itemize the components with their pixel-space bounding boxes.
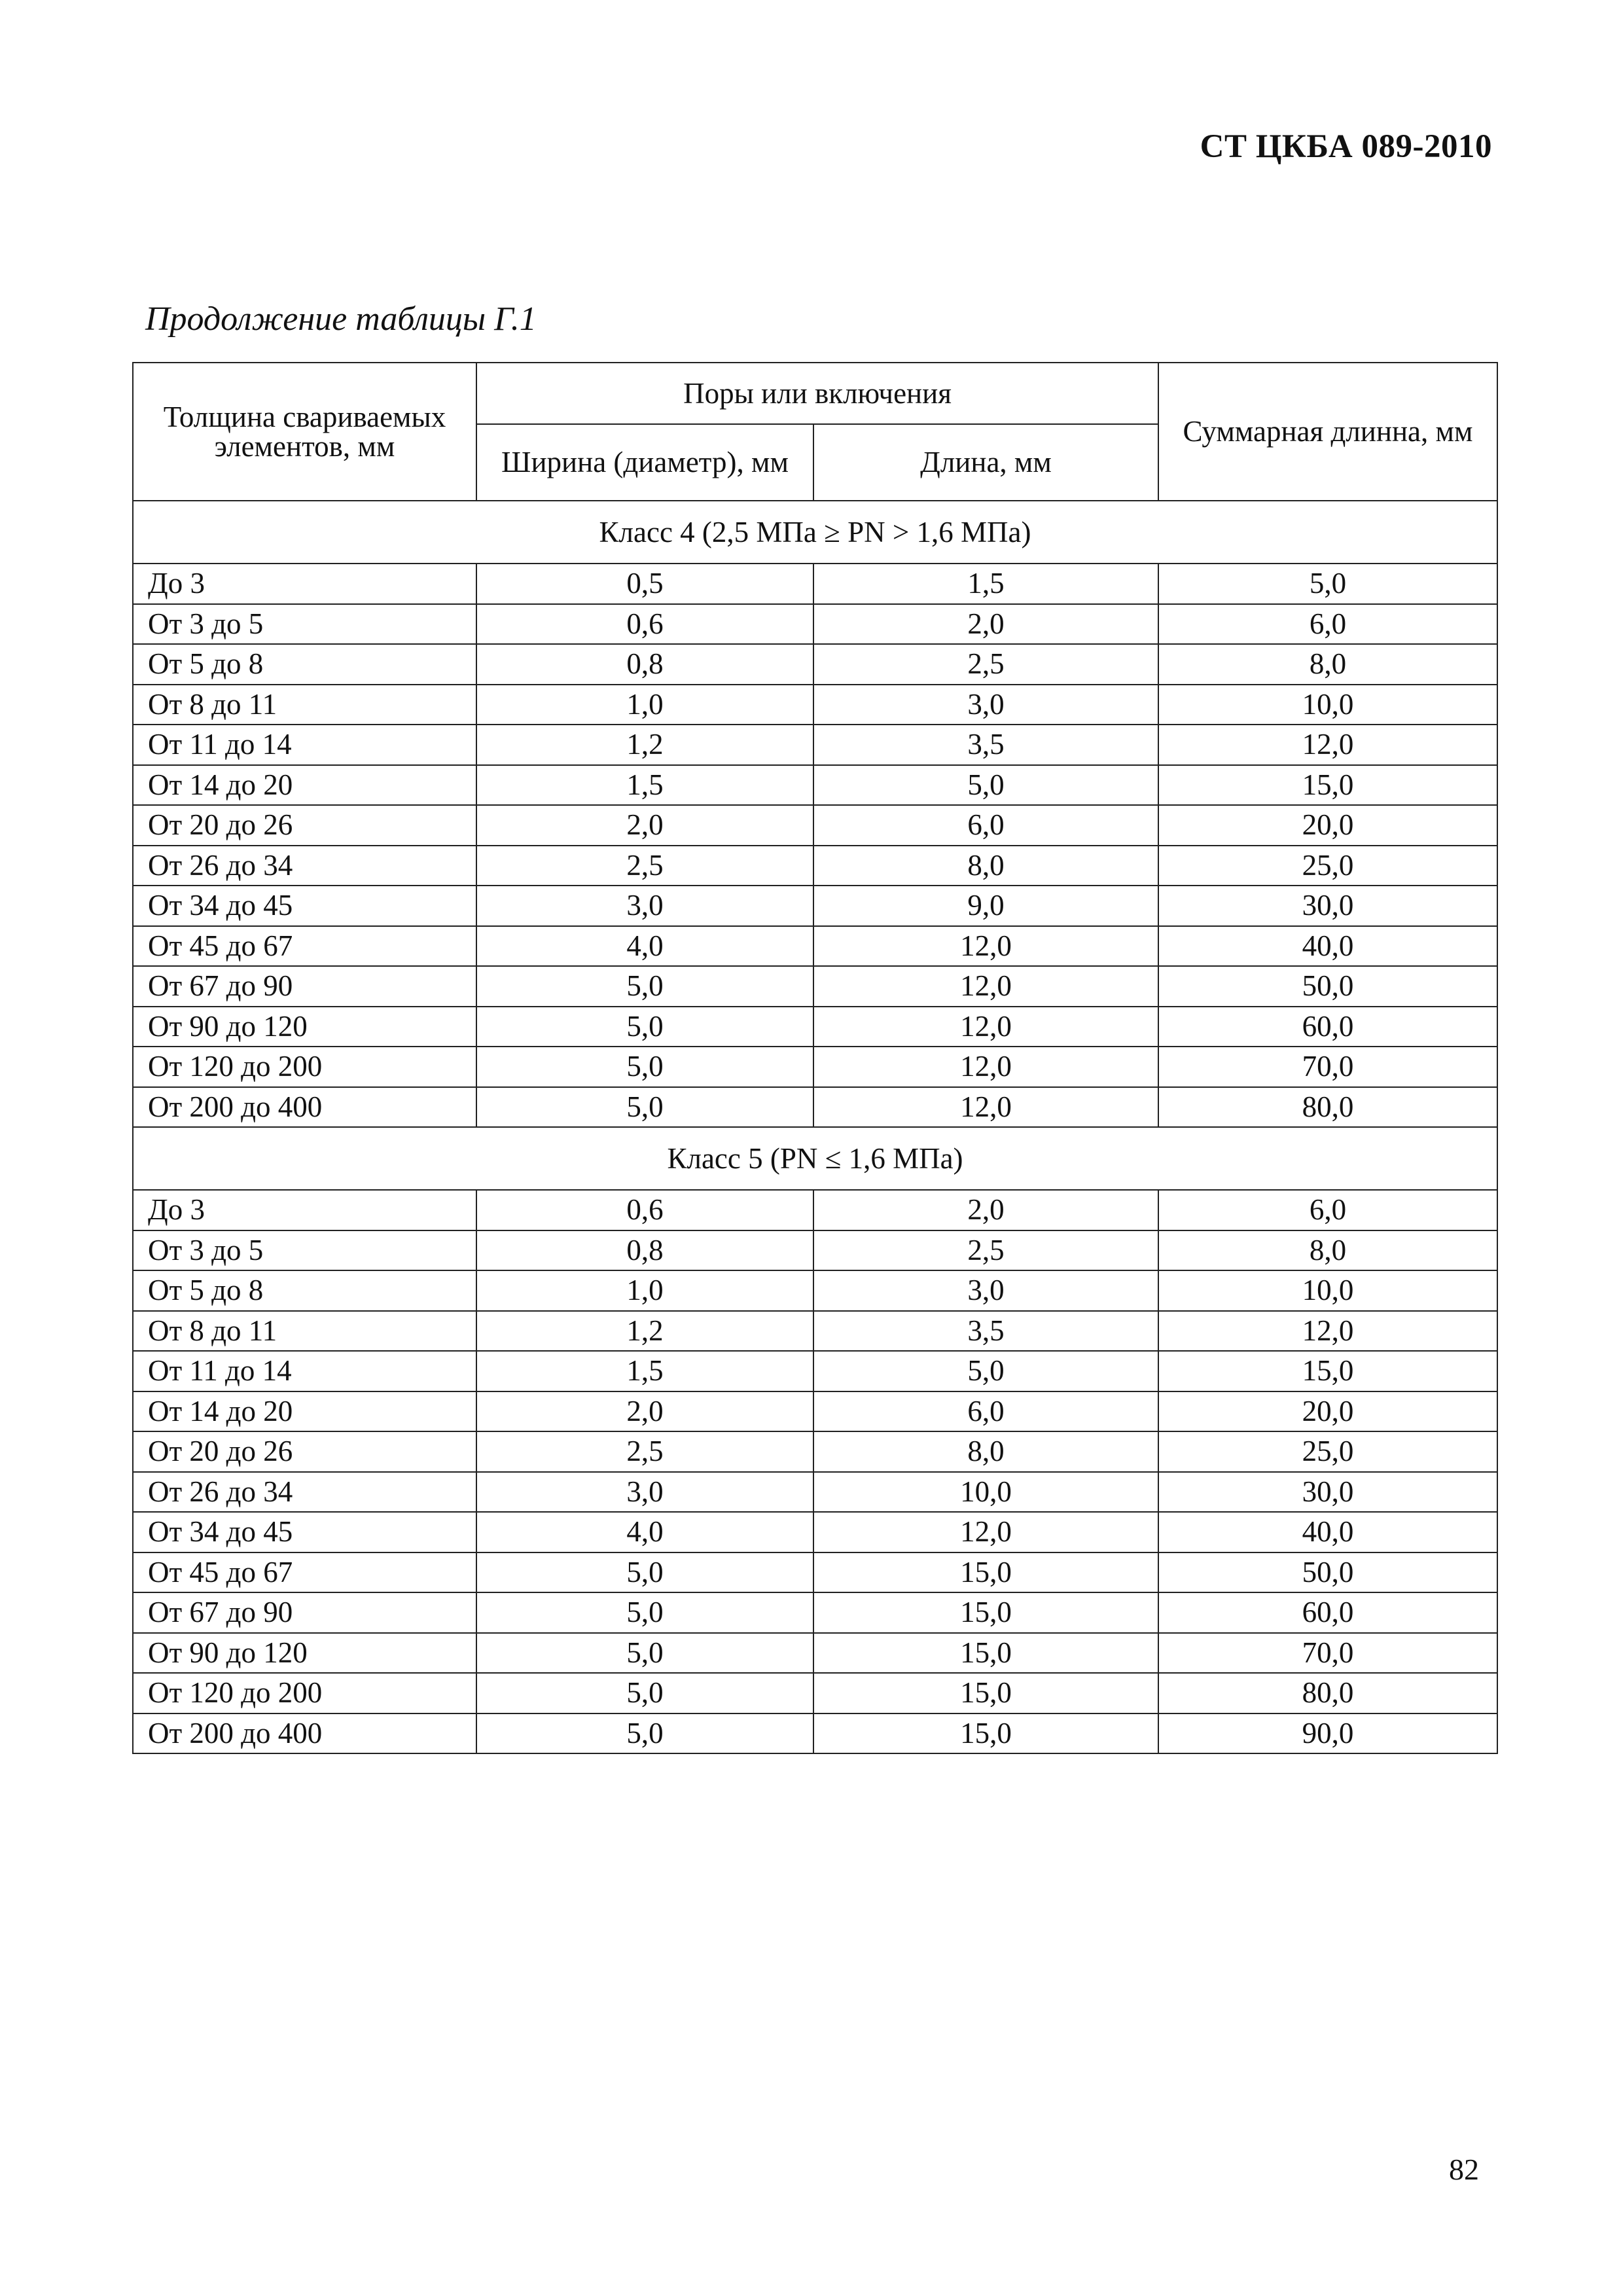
table-row <box>133 685 1497 725</box>
cell-thickness: От 90 до 120 <box>133 1633 476 1674</box>
cell-total-length: 30,0 <box>1158 886 1497 926</box>
cell-length: 2,5 <box>813 1230 1158 1271</box>
cell-total-length: 60,0 <box>1158 1592 1497 1633</box>
defects-table <box>132 362 1498 1754</box>
cell-thickness: От 20 до 26 <box>133 805 476 846</box>
cell-length: 12,0 <box>813 1007 1158 1047</box>
cell-total-length: 25,0 <box>1158 846 1497 886</box>
table-row <box>133 1673 1497 1713</box>
cell-total-length: 15,0 <box>1158 765 1497 806</box>
cell-length: 2,0 <box>813 1190 1158 1230</box>
cell-length: 6,0 <box>813 1391 1158 1432</box>
cell-length: 3,0 <box>813 1270 1158 1311</box>
table-row <box>133 886 1497 926</box>
cell-width: 2,5 <box>476 846 813 886</box>
table-caption: Продолжение таблицы Г.1 <box>145 300 537 338</box>
cell-width: 5,0 <box>476 966 813 1007</box>
cell-total-length: 15,0 <box>1158 1351 1497 1391</box>
table-row <box>133 1391 1497 1432</box>
table-row <box>133 644 1497 685</box>
cell-length: 8,0 <box>813 1431 1158 1472</box>
cell-length: 1,5 <box>813 564 1158 604</box>
cell-width: 5,0 <box>476 1592 813 1633</box>
cell-total-length: 80,0 <box>1158 1673 1497 1713</box>
cell-thickness: От 200 до 400 <box>133 1087 476 1128</box>
cell-length: 3,5 <box>813 1311 1158 1352</box>
table-row <box>133 765 1497 806</box>
cell-length: 12,0 <box>813 966 1158 1007</box>
cell-length: 12,0 <box>813 1087 1158 1128</box>
cell-width: 2,0 <box>476 805 813 846</box>
cell-total-length: 12,0 <box>1158 1311 1497 1352</box>
cell-total-length: 40,0 <box>1158 1512 1497 1552</box>
table-row <box>133 1270 1497 1311</box>
cell-width: 0,8 <box>476 1230 813 1271</box>
cell-width: 1,0 <box>476 685 813 725</box>
cell-length: 2,5 <box>813 644 1158 685</box>
table-row <box>133 604 1497 645</box>
cell-width: 1,5 <box>476 765 813 806</box>
table-header <box>133 363 1497 501</box>
cell-width: 5,0 <box>476 1713 813 1754</box>
table-row <box>133 1230 1497 1271</box>
cell-total-length: 6,0 <box>1158 1190 1497 1230</box>
table-row <box>133 1592 1497 1633</box>
cell-total-length: 40,0 <box>1158 926 1497 967</box>
header-width: Ширина (диаметр), мм <box>476 424 813 501</box>
cell-length: 9,0 <box>813 886 1158 926</box>
cell-total-length: 25,0 <box>1158 1431 1497 1472</box>
table-row <box>133 1512 1497 1552</box>
cell-thickness: От 8 до 11 <box>133 1311 476 1352</box>
cell-total-length: 60,0 <box>1158 1007 1497 1047</box>
cell-width: 2,0 <box>476 1391 813 1432</box>
cell-length: 2,0 <box>813 604 1158 645</box>
cell-thickness: От 5 до 8 <box>133 644 476 685</box>
cell-width: 0,5 <box>476 564 813 604</box>
cell-thickness: От 5 до 8 <box>133 1270 476 1311</box>
cell-total-length: 70,0 <box>1158 1633 1497 1674</box>
cell-width: 3,0 <box>476 886 813 926</box>
cell-width: 5,0 <box>476 1673 813 1713</box>
table-row <box>133 966 1497 1007</box>
section-row <box>133 1127 1497 1190</box>
header-thickness: Толщина свариваемых элементов, мм <box>133 363 476 501</box>
cell-width: 1,0 <box>476 1270 813 1311</box>
header-pores-group: Поры или включения <box>476 363 1158 424</box>
cell-length: 15,0 <box>813 1592 1158 1633</box>
header-total-length: Суммарная длинна, мм <box>1158 363 1497 501</box>
table-row <box>133 1713 1497 1754</box>
table-row <box>133 1190 1497 1230</box>
page-number: 82 <box>1449 2153 1479 2186</box>
table-row <box>133 1552 1497 1593</box>
cell-width: 5,0 <box>476 1552 813 1593</box>
cell-length: 15,0 <box>813 1673 1158 1713</box>
cell-thickness: От 3 до 5 <box>133 1230 476 1271</box>
cell-width: 1,5 <box>476 1351 813 1391</box>
section-row <box>133 501 1497 564</box>
cell-total-length: 5,0 <box>1158 564 1497 604</box>
cell-width: 4,0 <box>476 926 813 967</box>
cell-thickness: От 26 до 34 <box>133 846 476 886</box>
cell-thickness: От 11 до 14 <box>133 725 476 765</box>
table-row <box>133 805 1497 846</box>
cell-total-length: 12,0 <box>1158 725 1497 765</box>
cell-length: 12,0 <box>813 1512 1158 1552</box>
table-row <box>133 926 1497 967</box>
cell-thickness: От 14 до 20 <box>133 1391 476 1432</box>
cell-width: 0,6 <box>476 604 813 645</box>
cell-thickness: От 120 до 200 <box>133 1047 476 1087</box>
table-row <box>133 1431 1497 1472</box>
document-code: СТ ЦКБА 089-2010 <box>1200 128 1492 165</box>
cell-total-length: 30,0 <box>1158 1472 1497 1513</box>
cell-total-length: 8,0 <box>1158 644 1497 685</box>
cell-total-length: 50,0 <box>1158 1552 1497 1593</box>
table-body <box>133 501 1497 1753</box>
section-title: Класс 4 (2,5 МПа ≥ PN > 1,6 МПа) <box>133 501 1497 564</box>
cell-thickness: От 14 до 20 <box>133 765 476 806</box>
cell-total-length: 8,0 <box>1158 1230 1497 1271</box>
cell-width: 3,0 <box>476 1472 813 1513</box>
table-row <box>133 564 1497 604</box>
section-title: Класс 5 (PN ≤ 1,6 МПа) <box>133 1127 1497 1190</box>
table-row <box>133 1311 1497 1352</box>
cell-total-length: 6,0 <box>1158 604 1497 645</box>
cell-thickness: От 8 до 11 <box>133 685 476 725</box>
cell-width: 2,5 <box>476 1431 813 1472</box>
table-row <box>133 725 1497 765</box>
cell-thickness: От 120 до 200 <box>133 1673 476 1713</box>
cell-length: 10,0 <box>813 1472 1158 1513</box>
cell-length: 15,0 <box>813 1713 1158 1754</box>
cell-thickness: От 90 до 120 <box>133 1007 476 1047</box>
cell-thickness: От 20 до 26 <box>133 1431 476 1472</box>
cell-width: 0,6 <box>476 1190 813 1230</box>
cell-thickness: От 200 до 400 <box>133 1713 476 1754</box>
cell-thickness: До 3 <box>133 1190 476 1230</box>
cell-total-length: 10,0 <box>1158 685 1497 725</box>
cell-thickness: От 67 до 90 <box>133 966 476 1007</box>
cell-thickness: От 11 до 14 <box>133 1351 476 1391</box>
header-length: Длина, мм <box>813 424 1158 501</box>
cell-thickness: От 34 до 45 <box>133 886 476 926</box>
cell-length: 15,0 <box>813 1552 1158 1593</box>
cell-thickness: От 45 до 67 <box>133 1552 476 1593</box>
cell-length: 3,5 <box>813 725 1158 765</box>
cell-thickness: От 34 до 45 <box>133 1512 476 1552</box>
cell-width: 5,0 <box>476 1633 813 1674</box>
table-row <box>133 1633 1497 1674</box>
cell-thickness: От 67 до 90 <box>133 1592 476 1633</box>
cell-total-length: 50,0 <box>1158 966 1497 1007</box>
table-row <box>133 1472 1497 1513</box>
cell-length: 12,0 <box>813 926 1158 967</box>
cell-total-length: 20,0 <box>1158 1391 1497 1432</box>
cell-thickness: До 3 <box>133 564 476 604</box>
cell-length: 3,0 <box>813 685 1158 725</box>
cell-total-length: 20,0 <box>1158 805 1497 846</box>
cell-width: 5,0 <box>476 1007 813 1047</box>
table-row <box>133 1087 1497 1128</box>
cell-thickness: От 3 до 5 <box>133 604 476 645</box>
cell-length: 5,0 <box>813 765 1158 806</box>
cell-length: 12,0 <box>813 1047 1158 1087</box>
cell-total-length: 10,0 <box>1158 1270 1497 1311</box>
table-row <box>133 1047 1497 1087</box>
cell-total-length: 70,0 <box>1158 1047 1497 1087</box>
cell-width: 1,2 <box>476 725 813 765</box>
cell-thickness: От 26 до 34 <box>133 1472 476 1513</box>
cell-length: 15,0 <box>813 1633 1158 1674</box>
cell-width: 5,0 <box>476 1047 813 1087</box>
cell-thickness: От 45 до 67 <box>133 926 476 967</box>
cell-total-length: 90,0 <box>1158 1713 1497 1754</box>
cell-total-length: 80,0 <box>1158 1087 1497 1128</box>
table-row <box>133 1007 1497 1047</box>
cell-width: 5,0 <box>476 1087 813 1128</box>
table-row <box>133 846 1497 886</box>
cell-width: 1,2 <box>476 1311 813 1352</box>
cell-length: 6,0 <box>813 805 1158 846</box>
cell-length: 8,0 <box>813 846 1158 886</box>
table-row <box>133 1351 1497 1391</box>
cell-length: 5,0 <box>813 1351 1158 1391</box>
cell-width: 4,0 <box>476 1512 813 1552</box>
cell-width: 0,8 <box>476 644 813 685</box>
